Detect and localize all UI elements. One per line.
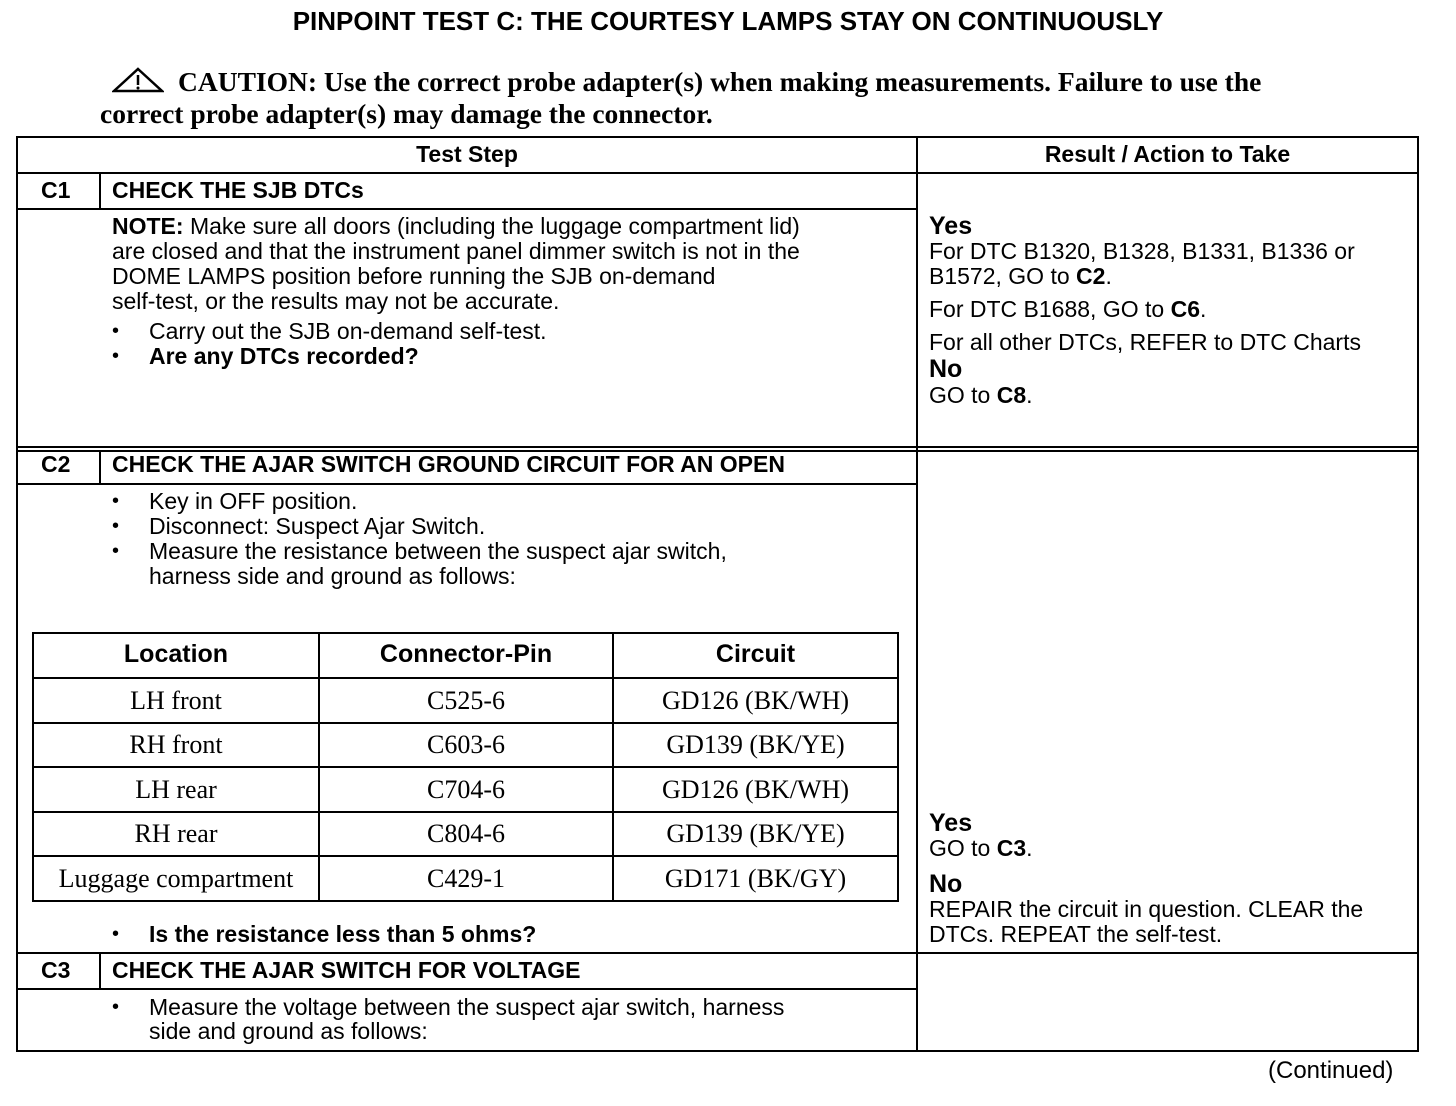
mtable-cell: C429-1 [427, 864, 505, 893]
mtable-cell: C704-6 [427, 775, 505, 804]
c1-note-text: are closed and that the instrument panel dimmer switch is not in the [112, 238, 800, 264]
c1-step-id: C1 [41, 177, 71, 203]
c2-no-text: DTCs. REPEAT the self-test. [929, 921, 1223, 947]
c1-yes-text [929, 297, 1206, 322]
c1-yes-text-part: For DTC B1688, GO to [929, 296, 1171, 322]
mtable-col-divider [612, 632, 614, 902]
c2-no-text: REPAIR the circuit in question. CLEAR the [929, 896, 1364, 922]
mtable-cell: RH front [129, 730, 223, 759]
mtable-row-divider [32, 677, 899, 679]
table-border-bottom [16, 1050, 1419, 1052]
c1-no-period: . [1026, 382, 1033, 408]
c1-yes-text: For all other DTCs, REFER to DTC Charts [929, 329, 1361, 355]
mtable-header-circuit: Circuit [715, 640, 796, 668]
mtable-header-location: Location [123, 640, 229, 668]
continued-label: (Continued) [1268, 1057, 1394, 1084]
c2-yes-label: Yes [929, 809, 973, 837]
c1-no-label: No [929, 355, 963, 383]
c3-bullet: Measure the voltage between the suspect ajar switch, harness [149, 994, 785, 1020]
c2-question: Is the resistance less than 5 ohms? [149, 921, 537, 947]
c1-yes-label: Yes [929, 212, 973, 240]
warning-triangle-icon [112, 67, 164, 93]
c1-no-text [929, 383, 1033, 408]
mtable-cell: GD139 (BK/YE) [666, 819, 845, 848]
mtable-cell: RH rear [134, 819, 218, 848]
mtable-row-divider [32, 855, 899, 857]
c2-yes-period: . [1026, 835, 1033, 861]
c1-note-label: NOTE: [112, 213, 184, 239]
step-ref-c6: C6 [1170, 296, 1200, 322]
mtable-row-divider [32, 811, 899, 813]
c2-title-divider [16, 483, 918, 485]
bullet-icon: • [112, 345, 120, 367]
mtable-cell: GD171 (BK/GY) [664, 864, 847, 893]
mtable-cell: Luggage compartment [58, 864, 294, 893]
header-divider [16, 172, 1419, 174]
c2-bullet: Key in OFF position. [149, 488, 358, 514]
mtable-border-top [32, 632, 899, 634]
table-border-top [16, 136, 1419, 138]
c1-note-text: Make sure all doors (including the luggage compartment lid) [183, 213, 800, 239]
c1-yes-period: . [1200, 296, 1207, 322]
step-ref-c3: C3 [996, 835, 1027, 861]
table-border-right [1417, 136, 1419, 1052]
c2-yes-text [929, 836, 1033, 861]
mtable-border-left [32, 632, 34, 902]
header-test-step: Test Step [416, 141, 518, 167]
c1-bullet: Carry out the SJB on-demand self-test. [149, 318, 547, 344]
bullet-icon: • [112, 490, 120, 512]
c1-yes-text [929, 264, 1112, 289]
bullet-icon: • [112, 515, 120, 537]
mtable-row-divider [32, 766, 899, 768]
mtable-cell: LH rear [135, 775, 217, 804]
mtable-border-right [897, 632, 899, 902]
step-ref-c2: C2 [1076, 263, 1106, 289]
mtable-cell: GD139 (BK/YE) [666, 730, 845, 759]
c2-bottom [16, 952, 1419, 954]
c1-yes-text: For DTC B1320, B1328, B1331, B1336 or [929, 238, 1355, 264]
c1-bottom [16, 446, 1419, 448]
bullet-icon: • [112, 540, 120, 562]
c3-step-title: CHECK THE AJAR SWITCH FOR VOLTAGE [112, 957, 581, 983]
c2-no-label: No [929, 870, 963, 898]
caution-text: Use the correct probe adapter(s) when making measurements. Failure to use the correct probe adapter(s) may damage the connector. [100, 66, 1262, 129]
c2-bullet-cont: harness side and ground as follows: [149, 563, 516, 589]
c1-question: Are any DTCs recorded? [149, 343, 419, 369]
c2-bullet: Disconnect: Suspect Ajar Switch. [149, 513, 486, 539]
table-border-left [16, 136, 18, 1052]
c3-title-divider [16, 988, 918, 990]
c1-yes-period: . [1105, 263, 1112, 289]
caution-notice [100, 66, 1340, 130]
caution-label: CAUTION: [178, 66, 318, 97]
mtable-cell: LH front [130, 686, 222, 715]
c3-bullet-cont: side and ground as follows: [149, 1018, 428, 1044]
mtable-border-bottom [32, 900, 899, 902]
c1-id-divider [99, 172, 101, 209]
mtable-cell: C525-6 [427, 686, 505, 715]
page-title: PINPOINT TEST C: THE COURTESY LAMPS STAY ON CONTINUOUSLY [292, 6, 1164, 36]
c1-note-line [112, 214, 800, 239]
mtable-row-divider [32, 722, 899, 724]
c1-no-text-part: GO to [929, 382, 997, 408]
c1-yes-text-part: B1572, GO to [929, 263, 1077, 289]
c2-yes-text-part: GO to [929, 835, 997, 861]
mtable-header-connector: Connector-Pin [379, 640, 553, 668]
mtable-cell: C603-6 [427, 730, 505, 759]
c2-step-id: C2 [41, 451, 71, 477]
header-result: Result / Action to Take [1044, 141, 1291, 167]
c1-title-divider [16, 208, 918, 210]
c2-bullet: Measure the resistance between the suspect ajar switch, [149, 538, 727, 564]
mtable-cell: C804-6 [427, 819, 505, 848]
c1-note-text: self-test, or the results may not be accurate. [112, 288, 560, 314]
bullet-icon: • [112, 996, 120, 1018]
c2-step-title: CHECK THE AJAR SWITCH GROUND CIRCUIT FOR AN OPEN [112, 451, 785, 477]
mtable-col-divider [318, 632, 320, 902]
c1-note-text: DOME LAMPS position before running the SJB on-demand [112, 263, 716, 289]
mtable-cell: GD126 (BK/WH) [661, 775, 850, 804]
bullet-icon: • [112, 923, 120, 945]
column-divider [916, 136, 918, 1052]
mtable-cell: GD126 (BK/WH) [661, 686, 850, 715]
c1-step-title: CHECK THE SJB DTCs [112, 177, 364, 203]
bullet-icon: • [112, 320, 120, 342]
step-ref-c8: C8 [996, 382, 1027, 408]
c2-id-divider [99, 450, 101, 485]
c3-id-divider [99, 952, 101, 990]
c3-step-id: C3 [41, 957, 71, 983]
